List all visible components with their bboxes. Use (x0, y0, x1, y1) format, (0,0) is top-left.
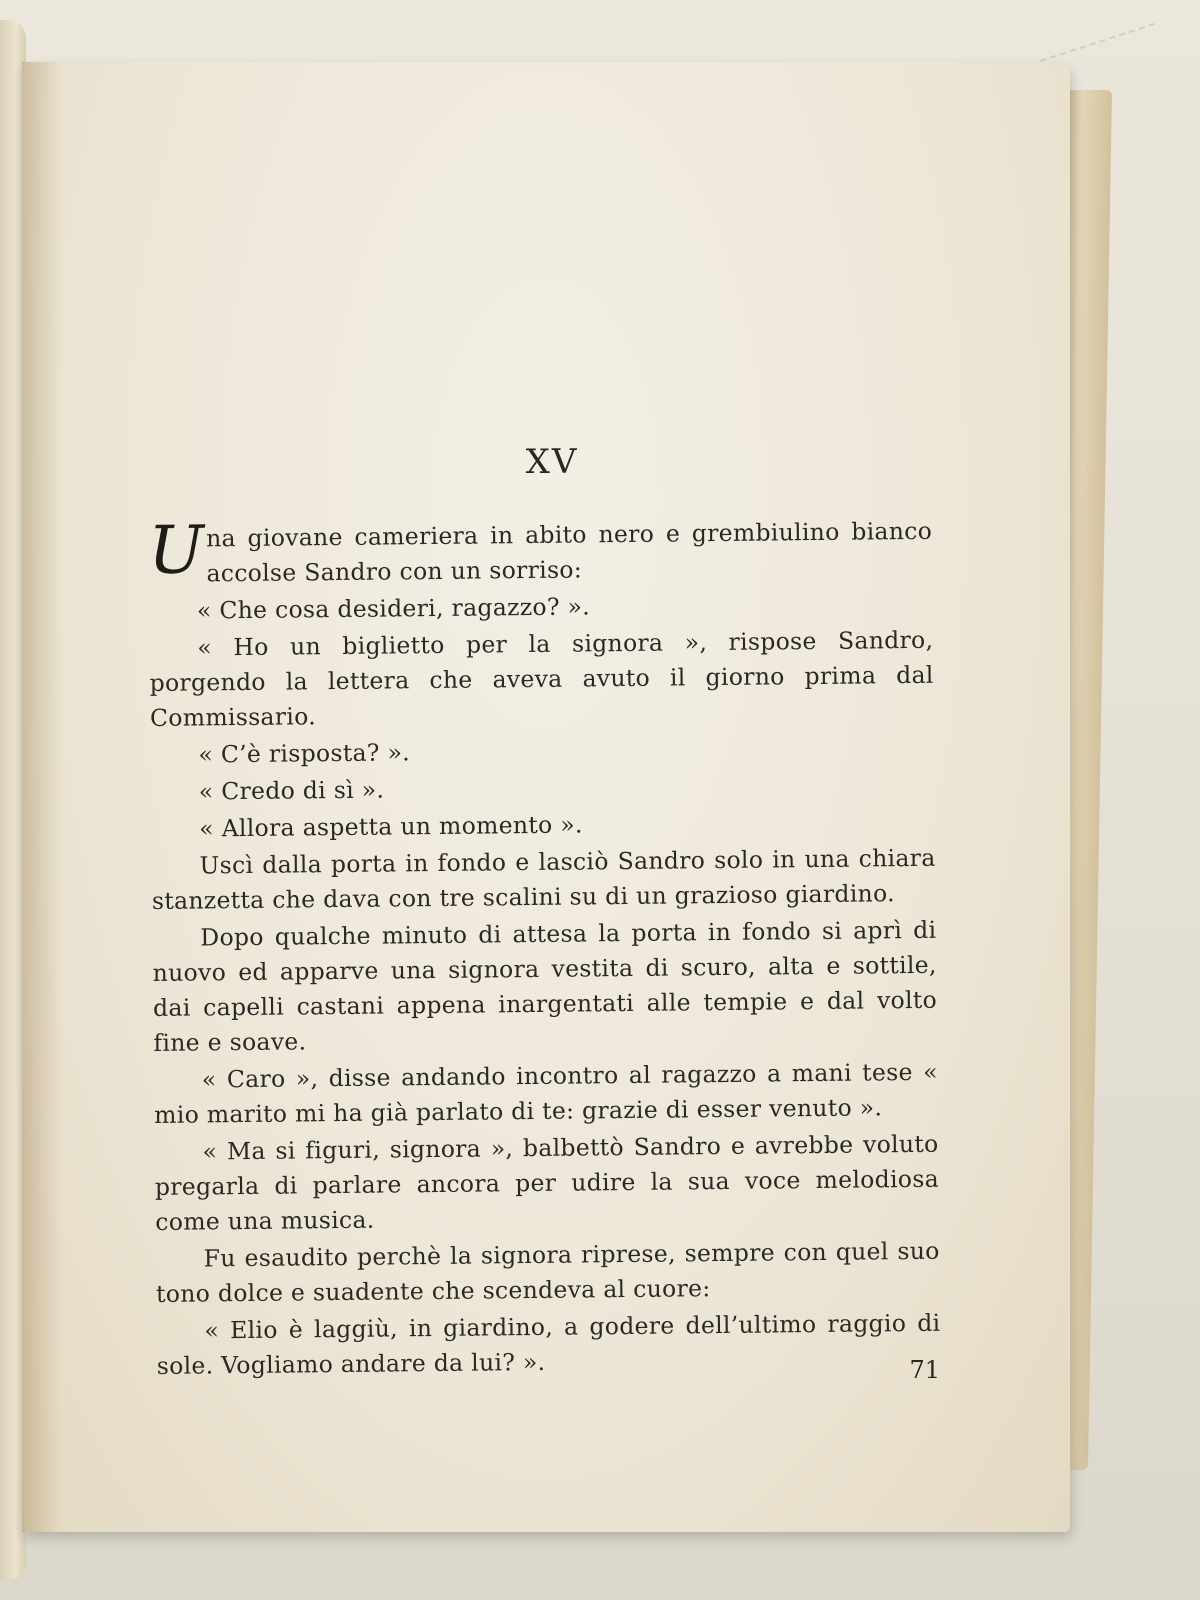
paragraph-5: « Credo di sì ». (198, 775, 385, 806)
paragraph-11: Fu esaudito perchè la signora riprese, sempre con quel suo tono dolce e suadente che scendeva al cuore: (155, 1236, 940, 1308)
paragraph-3: « Ho un biglietto per la signora », rispose Sandro, porgendo la lettera che aveva avuto il giorno prima dal Commissario. (149, 625, 934, 732)
paragraph-2: « Che cosa desideri, ragazzo? ». (196, 592, 591, 625)
paragraph-4: « C’è risposta? ». (198, 738, 411, 769)
paragraph-10: « Ma si figuri, signora », balbettò Sandro e avrebbe voluto pregarla di parlare ancora per udire la sua voce melodiosa come una musica. (154, 1129, 940, 1236)
paragraph-7: Uscì dalla porta in fondo e lasciò Sandro solo in una chiara stanzetta che dava con tre scalini su di un grazioso giardino. (151, 843, 936, 915)
paragraph-6: « Allora aspetta un momento ». (199, 810, 583, 843)
paragraph-8: Dopo qualche minuto di attesa la porta in fondo si aprì di nuovo ed apparve una signora vestita di scuro, alta e sottile, dai capelli castani appena inargentati alle tempie e dal volto fine e soave. (152, 915, 938, 1057)
paragraph-12: « Elio è laggiù, in giardino, a godere dell’ultimo raggio di sole. Vogliamo andare da lui? ». (156, 1308, 941, 1380)
page-number: 71 (909, 1356, 940, 1384)
body-text (147, 511, 941, 1386)
chapter-title: XV (525, 442, 579, 482)
paragraph-1: Una giovane cameriera in abito nero e grembiulino bianco accolse Sandro con un sorriso: (147, 511, 933, 589)
drop-cap: U (147, 511, 205, 589)
paragraph-9: « Caro », disse andando incontro al ragazzo a mani tese « mio marito mi ha già parlato di te: grazie di esser venuto ». (154, 1057, 938, 1129)
